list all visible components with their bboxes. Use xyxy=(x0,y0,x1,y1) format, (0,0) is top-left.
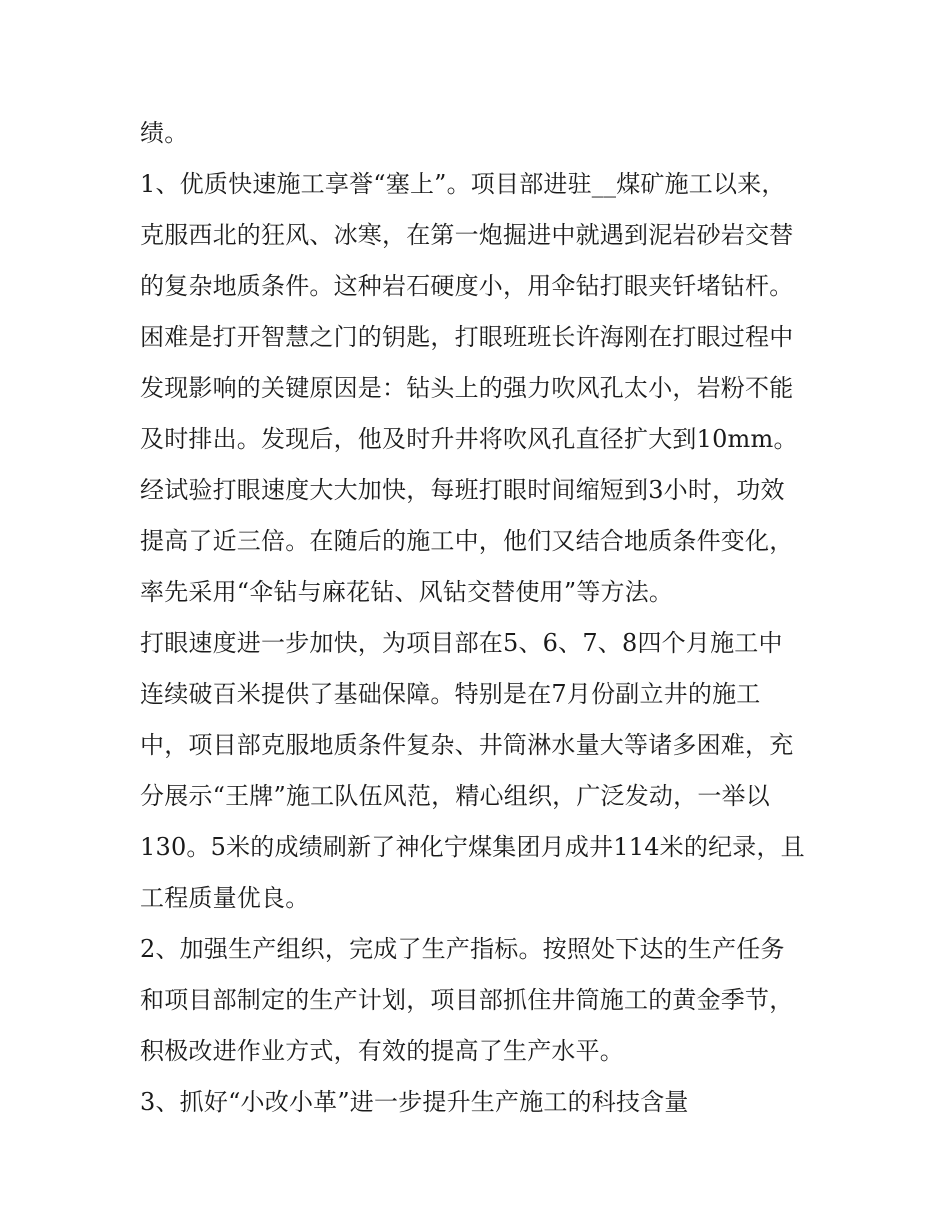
text-line: 的复杂地质条件。这种岩石硬度小，用伞钻打眼夹钎堵钻杆。 xyxy=(140,272,794,300)
text-line: 率先采用“伞钻与麻花钻、风钻交替使用”等方法。 xyxy=(140,578,674,606)
text-line: 发现影响的关键原因是：钻头上的强力吹风孔太小，岩粉不能 xyxy=(140,374,794,402)
text-line: 3、抓好“小改小革”进一步提升生产施工的科技含量 xyxy=(140,1088,689,1116)
text-line: 经试验打眼速度大大加快，每班打眼时间缩短到3小时，功效 xyxy=(140,476,785,504)
text-line: 积极改进作业方式，有效的提高了生产水平。 xyxy=(140,1037,624,1065)
text-line: 分展示“王牌”施工队伍风范，精心组织，广泛发动，一举以 xyxy=(140,782,770,810)
text-line: 打眼速度进一步加快，为项目部在5、6、7、8四个月施工中 xyxy=(140,629,783,657)
text-line: 连续破百米提供了基础保障。特别是在7月份副立井的施工 xyxy=(140,680,761,708)
text-line: 绩。 xyxy=(140,119,189,147)
text-line: 2、加强生产组织，完成了生产指标。按照处下达的生产任务 xyxy=(140,935,785,963)
text-line: 工程质量优良。 xyxy=(140,884,310,912)
text-line: 和项目部制定的生产计划，项目部抓住井筒施工的黄金季节， xyxy=(140,986,794,1014)
text-line: 中，项目部克服地质条件复杂、井筒淋水量大等诸多困难，充 xyxy=(140,731,794,759)
text-line: 困难是打开智慧之门的钥匙，打眼班班长许海刚在打眼过程中 xyxy=(140,323,794,351)
body-text xyxy=(140,108,830,1128)
text-line: 克服西北的狂风、冰寒，在第一炮掘进中就遇到泥岩砂岩交替 xyxy=(140,221,794,249)
text-line: 及时排出。发现后，他及时升井将吹风孔直径扩大到10mm。 xyxy=(140,425,798,453)
text-line: 提高了近三倍。在随后的施工中，他们又结合地质条件变化， xyxy=(140,527,794,555)
text-line: 1、优质快速施工享誉“塞上”。项目部进驻__煤矿施工以来， xyxy=(140,170,786,198)
text-line: 130。5米的成绩刷新了神化宁煤集团月成井114米的纪录，且 xyxy=(140,833,805,861)
